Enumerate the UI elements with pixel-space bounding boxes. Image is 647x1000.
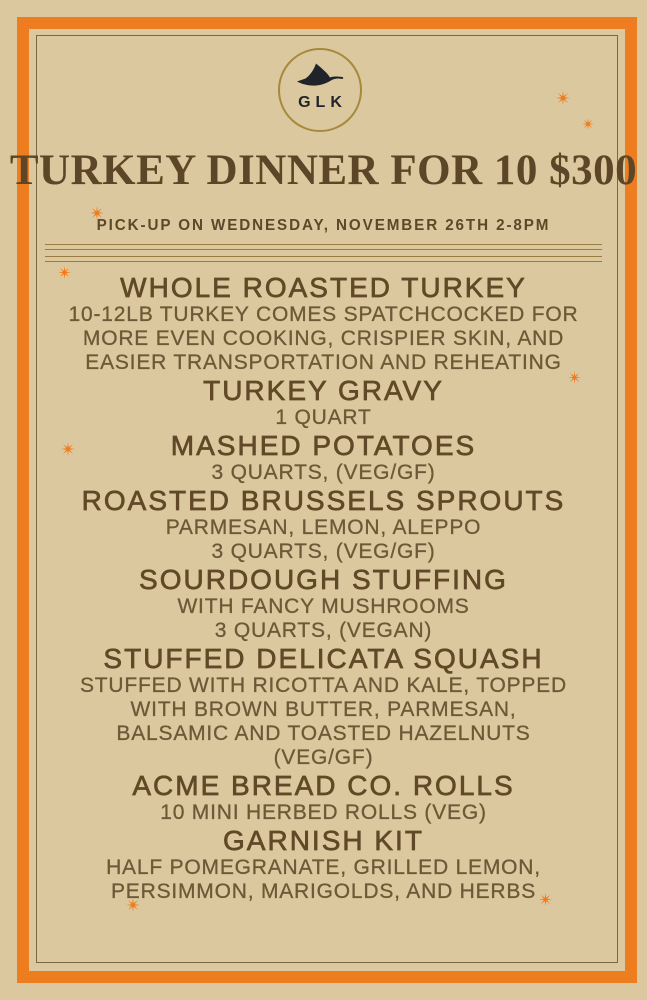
menu-item-desc: 10-12LB TURKEY COMES SPATCHCOCKED FOR bbox=[68, 303, 579, 326]
menu-item-desc: 3 QUARTS, (VEGAN) bbox=[214, 619, 433, 642]
menu-item bbox=[48, 375, 599, 430]
menu-item-name: WHOLE ROASTED TURKEY bbox=[120, 272, 527, 303]
menu-item-desc: (VEG/GF) bbox=[273, 746, 374, 769]
menu-item-desc: EASIER TRANSPORTATION AND REHEATING bbox=[85, 351, 562, 374]
menu-item-desc: HALF POMEGRANATE, GRILLED LEMON, bbox=[106, 856, 541, 879]
menu-item-desc: 3 QUARTS, (VEG/GF) bbox=[211, 461, 436, 484]
sparkle-icon bbox=[556, 91, 570, 105]
sparkle-icon bbox=[90, 206, 104, 220]
logo-monogram: GLK bbox=[298, 94, 347, 111]
pickup-info: PICK-UP ON WEDNESDAY, NOVEMBER 26TH 2-8PM bbox=[96, 217, 551, 234]
page-title: TURKEY DINNER FOR 10 $300 bbox=[9, 147, 638, 194]
menu-item-name: STUFFED DELICATA SQUASH bbox=[103, 643, 544, 674]
divider-rule bbox=[45, 244, 602, 250]
menu-item bbox=[48, 643, 599, 770]
menu-item-desc: STUFFED WITH RICOTTA AND KALE, TOPPED bbox=[80, 674, 567, 697]
menu-item bbox=[48, 430, 599, 485]
menu-item-name: ROASTED BRUSSELS SPROUTS bbox=[81, 485, 566, 516]
menu-item-name: ACME BREAD CO. ROLLS bbox=[132, 770, 515, 801]
menu-item-desc: 1 QUART bbox=[275, 406, 372, 429]
menu-item-desc: 10 MINI HERBED ROLLS (VEG) bbox=[160, 801, 487, 824]
menu-item bbox=[48, 564, 599, 643]
menu-item-desc: PARMESAN, LEMON, ALEPPO bbox=[165, 516, 482, 539]
menu-item-name: TURKEY GRAVY bbox=[203, 375, 444, 406]
menu-item-desc: WITH BROWN BUTTER, PARMESAN, bbox=[130, 698, 517, 721]
menu-item bbox=[48, 770, 599, 825]
menu-item-name: SOURDOUGH STUFFING bbox=[139, 564, 508, 595]
menu-list bbox=[48, 272, 599, 904]
menu-item bbox=[48, 485, 599, 564]
menu-item bbox=[48, 825, 599, 904]
menu-item-desc: BALSAMIC AND TOASTED HAZELNUTS bbox=[116, 722, 531, 745]
menu-item-name: MASHED POTATOES bbox=[170, 430, 477, 461]
menu-item-desc: 3 QUARTS, (VEG/GF) bbox=[211, 540, 436, 563]
menu-item-desc: PERSIMMON, MARIGOLDS, AND HERBS bbox=[110, 880, 537, 903]
menu-item-name: GARNISH KIT bbox=[223, 825, 424, 856]
logo bbox=[278, 48, 362, 132]
goose-icon bbox=[295, 63, 345, 93]
divider-rule bbox=[45, 256, 602, 262]
sparkle-icon bbox=[582, 118, 594, 130]
menu-item bbox=[48, 272, 599, 375]
menu-item-desc: MORE EVEN COOKING, CRISPIER SKIN, AND bbox=[82, 327, 565, 350]
menu-item-desc: WITH FANCY MUSHROOMS bbox=[177, 595, 470, 618]
